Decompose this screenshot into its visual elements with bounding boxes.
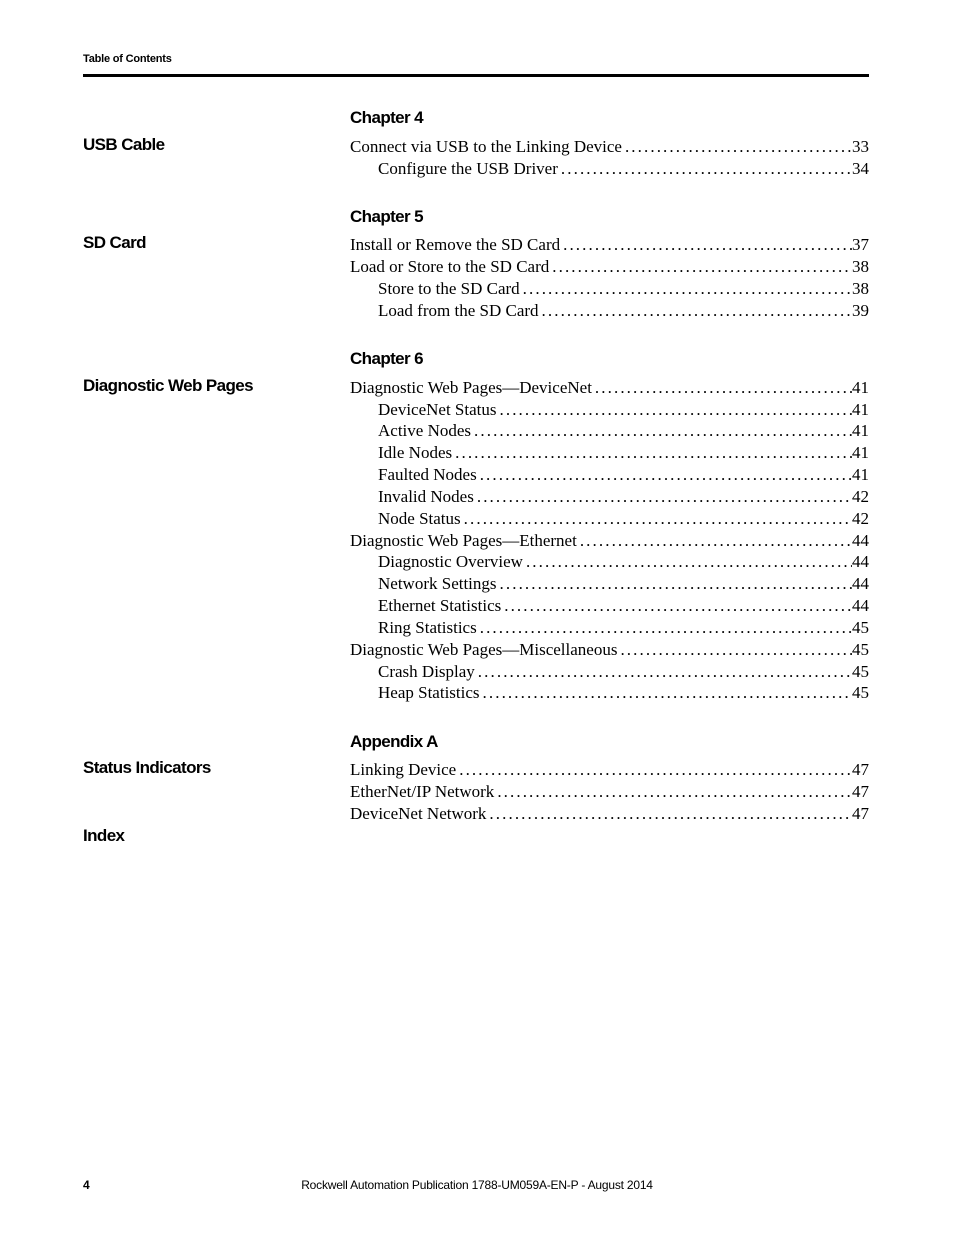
toc-entry-text: Ring Statistics [378, 618, 477, 637]
toc-entry[interactable] [378, 399, 869, 421]
dot-leader [622, 136, 852, 158]
toc-entry-text: EtherNet/IP Network [350, 782, 495, 801]
toc-entry[interactable] [378, 573, 869, 595]
footer-publication: Rockwell Automation Publication 1788-UM059A-EN-P - August 2014 [301, 1178, 653, 1192]
toc-entry-page: 41 [852, 421, 869, 440]
toc-entry[interactable] [350, 803, 869, 825]
toc-entry-page: 44 [852, 552, 869, 571]
toc-entry-text: Idle Nodes [378, 443, 453, 462]
dot-leader [577, 530, 852, 552]
toc-entry-page: 45 [852, 683, 869, 702]
section-title[interactable]: USB Cable [83, 135, 165, 154]
dot-leader [592, 377, 852, 399]
toc-entry-text: Node Status [378, 509, 461, 528]
toc-entry[interactable] [378, 278, 869, 300]
toc-entry-page: 37 [852, 235, 869, 254]
toc-entry[interactable] [378, 464, 869, 486]
toc-entry[interactable] [350, 639, 869, 661]
toc-entry-page: 44 [852, 596, 869, 615]
section-title[interactable]: Status Indicators [83, 758, 211, 777]
toc-entry-text: Diagnostic Web Pages—DeviceNet [350, 378, 592, 397]
toc-entry[interactable] [378, 508, 869, 530]
dot-leader [617, 639, 852, 661]
toc-entry[interactable] [350, 136, 869, 158]
toc-entry-page: 38 [852, 279, 869, 298]
toc-entry-page: 39 [852, 301, 869, 320]
toc-entry-page: 34 [852, 159, 869, 178]
toc-entry-text: Load or Store to the SD Card [350, 257, 550, 276]
toc-entry[interactable] [378, 158, 869, 180]
dot-leader [501, 595, 852, 617]
toc-entry[interactable] [378, 300, 869, 322]
dot-leader [523, 551, 852, 573]
toc-entry[interactable] [378, 617, 869, 639]
toc-entry[interactable] [378, 595, 869, 617]
chapter-label: Chapter 4 [350, 108, 424, 127]
toc-entry-text: Install or Remove the SD Card [350, 235, 561, 254]
toc-entry-text: Configure the USB Driver [378, 159, 558, 178]
toc-entry-page: 41 [852, 378, 869, 397]
running-header: Table of Contents [83, 53, 172, 65]
dot-leader [477, 464, 852, 486]
footer-page-number: 4 [83, 1178, 90, 1192]
dot-leader [461, 508, 852, 530]
toc-entry[interactable] [378, 486, 869, 508]
toc-entry-page: 45 [852, 618, 869, 637]
toc-entry-text: Diagnostic Web Pages—Miscellaneous [350, 640, 618, 659]
toc-entry[interactable] [350, 234, 869, 256]
toc-entry-text: Active Nodes [378, 421, 472, 440]
toc-entry-page: 42 [852, 487, 869, 506]
toc-entry-page: 42 [852, 509, 869, 528]
dot-leader [497, 399, 853, 421]
toc-entry-text: Ethernet Statistics [378, 596, 502, 615]
toc-entry-page: 47 [852, 804, 869, 823]
toc-entry-page: 33 [852, 137, 869, 156]
toc-entry[interactable] [350, 530, 869, 552]
dot-leader [497, 573, 852, 595]
toc-entry-text: DeviceNet Status [378, 400, 497, 419]
dot-leader [480, 682, 852, 704]
section-title[interactable]: SD Card [83, 233, 146, 252]
section-title[interactable]: Index [83, 826, 125, 845]
dot-leader [549, 256, 852, 278]
toc-entry-text: Network Settings [378, 574, 497, 593]
toc-entry-text: Diagnostic Web Pages—Ethernet [350, 531, 577, 550]
toc-entry[interactable] [350, 377, 869, 399]
toc-entry-page: 47 [852, 782, 869, 801]
toc-entry-page: 47 [852, 760, 869, 779]
chapter-label: Chapter 5 [350, 207, 424, 226]
dot-leader [558, 158, 852, 180]
dot-leader [486, 803, 852, 825]
toc-entry-page: 45 [852, 640, 869, 659]
dot-leader [475, 661, 852, 683]
toc-entry-text: Connect via USB to the Linking Device [350, 137, 622, 156]
section-title[interactable]: Diagnostic Web Pages [83, 376, 254, 395]
toc-entry-page: 41 [852, 443, 869, 462]
toc-entry-page: 45 [852, 662, 869, 681]
toc-entry[interactable] [378, 551, 869, 573]
dot-leader [494, 781, 852, 803]
toc-entry[interactable] [378, 442, 869, 464]
toc-entry[interactable] [378, 661, 869, 683]
toc-entry-text: Diagnostic Overview [378, 552, 523, 571]
toc-entry[interactable] [350, 759, 869, 781]
toc-entry[interactable] [350, 256, 869, 278]
chapter-label: Chapter 6 [350, 349, 424, 368]
toc-entry-text: Load from the SD Card [378, 301, 539, 320]
dot-leader [560, 234, 852, 256]
toc-entry-text: Store to the SD Card [378, 279, 520, 298]
toc-entry[interactable] [350, 781, 869, 803]
dot-leader [474, 486, 852, 508]
toc-entry-text: Heap Statistics [378, 683, 480, 702]
toc-entry-text: Crash Display [378, 662, 475, 681]
toc-entry-text: Linking Device [350, 760, 457, 779]
toc-entry-text: DeviceNet Network [350, 804, 487, 823]
dot-leader [539, 300, 852, 322]
toc-entry-text: Faulted Nodes [378, 465, 477, 484]
dot-leader [471, 420, 852, 442]
toc-entry[interactable] [378, 420, 869, 442]
toc-entry-text: Invalid Nodes [378, 487, 474, 506]
toc-entry-page: 41 [852, 465, 869, 484]
toc-entry-page: 44 [852, 574, 869, 593]
dot-leader [477, 617, 852, 639]
dot-leader [456, 759, 852, 781]
toc-entry[interactable] [378, 682, 869, 704]
dot-leader [520, 278, 852, 300]
toc-entry-page: 44 [852, 531, 869, 550]
toc-entry-page: 38 [852, 257, 869, 276]
chapter-label: Appendix A [350, 732, 438, 751]
header-rule [83, 74, 869, 77]
dot-leader [452, 442, 852, 464]
toc-entry-page: 41 [852, 400, 869, 419]
